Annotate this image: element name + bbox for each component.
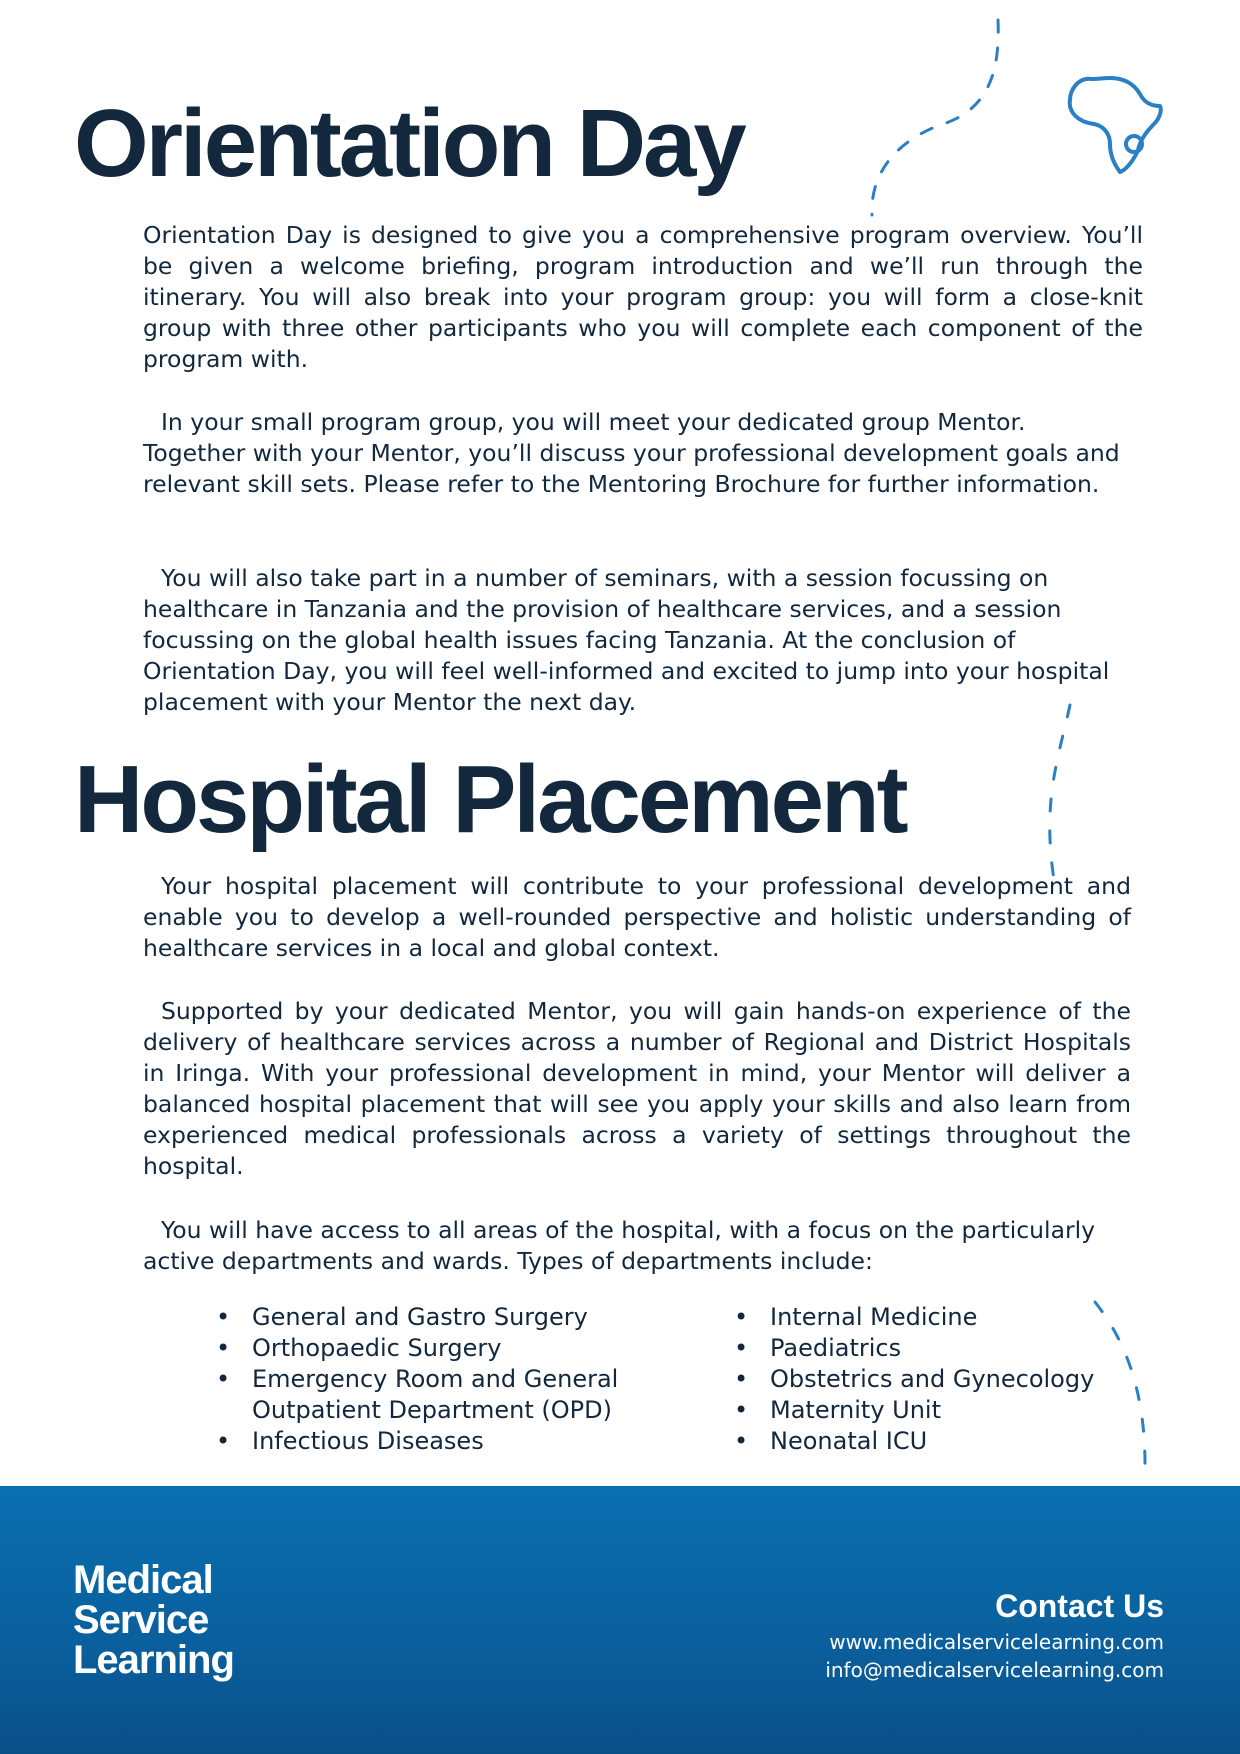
list-item xyxy=(734,1302,1130,1333)
logo-line: Service xyxy=(73,1598,209,1642)
department-label: General and Gastro Surgery xyxy=(252,1303,588,1331)
bullet-icon: • xyxy=(216,1365,231,1393)
orientation-paragraph-3: You will also take part in a number of seminars, with a session focussing on healthcare in Tanzania and the provision of healthcare services, and a session focussing on the global health issues facing Tanzania. At the conclusion of Orientation Day, you will feel well-informed and excited to jump into your hospital placement with your Mentor the next day. xyxy=(143,564,1110,716)
africa-map-icon xyxy=(1070,78,1161,172)
logo-line: Learning xyxy=(73,1638,234,1682)
bullet-icon: • xyxy=(734,1334,749,1362)
list-item xyxy=(734,1426,1130,1457)
departments-list-left xyxy=(216,1302,672,1457)
contact-title: Contact Us xyxy=(995,1588,1164,1624)
footer xyxy=(0,1486,1240,1754)
bullet-icon: • xyxy=(734,1427,749,1455)
department-label: Maternity Unit xyxy=(770,1396,942,1424)
dashed-path-middle xyxy=(1050,705,1070,880)
list-item xyxy=(216,1426,672,1457)
department-label: Emergency Room and General Outpatient Department (OPD) xyxy=(252,1365,619,1424)
email-link[interactable]: info@medicalservicelearning.com xyxy=(825,1658,1164,1682)
list-item xyxy=(734,1333,1130,1364)
list-item xyxy=(734,1364,1130,1395)
orientation-day-heading: Orientation Day xyxy=(74,90,744,197)
orientation-paragraph-1: Orientation Day is designed to give you a comprehensive program overview. You’ll be given a welcome briefing, program introduction and we’ll run through the itinerary. You will also break into your program group: you will form a close-knit group with three other participants who you will complete each component of the program with. xyxy=(143,221,1143,373)
bullet-icon: • xyxy=(734,1396,749,1424)
department-label: Orthopaedic Surgery xyxy=(252,1334,502,1362)
bullet-icon: • xyxy=(734,1303,749,1331)
list-item xyxy=(734,1395,1130,1426)
hospital-paragraph-1: Your hospital placement will contribute to your professional development and enable you to develop a well-rounded perspective and holistic understanding of healthcare services in a local and global context. xyxy=(143,872,1131,962)
hospital-paragraph-3: You will have access to all areas of the hospital, with a focus on the particularly active departments and wards. Types of departments include: xyxy=(143,1216,1096,1275)
department-label: Internal Medicine xyxy=(770,1303,978,1331)
hospital-placement-heading: Hospital Placement xyxy=(74,746,906,853)
departments-list-right xyxy=(734,1302,1130,1457)
dashed-path-top xyxy=(872,20,998,215)
hospital-paragraph-2: Supported by your dedicated Mentor, you will gain hands-on experience of the delivery of healthcare services across a number of Regional and District Hospitals in Iringa. With your professional development in mind, your Mentor will deliver a balanced hospital placement that will see you apply your skills and also learn from experienced medical professionals across a variety of settings throughout the hospital. xyxy=(143,997,1131,1180)
logo-line: Medical xyxy=(73,1558,213,1602)
bullet-icon: • xyxy=(216,1303,231,1331)
department-label: Paediatrics xyxy=(770,1334,902,1362)
list-item xyxy=(216,1364,672,1426)
department-label: Obstetrics and Gynecology xyxy=(770,1365,1095,1393)
bullet-icon: • xyxy=(734,1365,749,1393)
website-link[interactable]: www.medicalservicelearning.com xyxy=(829,1630,1164,1654)
contact-block xyxy=(825,1586,1164,1684)
list-item xyxy=(216,1302,672,1333)
department-label: Infectious Diseases xyxy=(252,1427,484,1455)
bullet-icon: • xyxy=(216,1334,231,1362)
list-item xyxy=(216,1333,672,1364)
bullet-icon: • xyxy=(216,1427,231,1455)
orientation-paragraph-2: In your small program group, you will meet your dedicated group Mentor. Together with your Mentor, you’ll discuss your professional development goals and relevant skill sets. Please refer to the Mentoring Brochure for further information. xyxy=(143,408,1120,498)
brand-logo xyxy=(73,1560,234,1680)
department-label: Neonatal ICU xyxy=(770,1427,928,1455)
